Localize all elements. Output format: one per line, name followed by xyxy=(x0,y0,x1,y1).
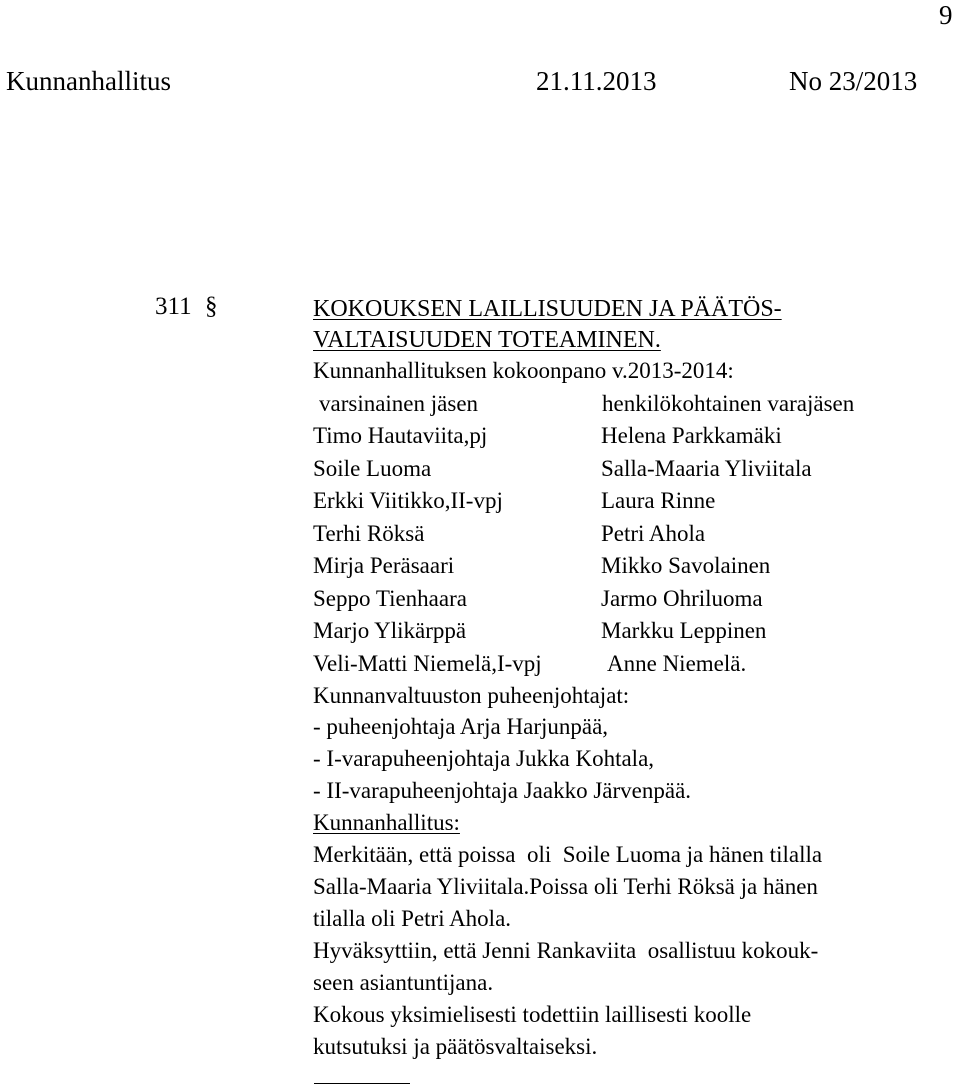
decision-line: Merkitään, että poissa oli Soile Luoma ja hänen tilalla xyxy=(313,842,823,867)
header-date: 21.11.2013 xyxy=(536,66,657,96)
council-chairs-list xyxy=(313,711,953,807)
table-row xyxy=(313,453,953,486)
deputy-name: Laura Rinne xyxy=(601,488,716,513)
deputy-name: Helena Parkkamäki xyxy=(601,423,782,448)
header-organ: Kunnanhallitus xyxy=(6,66,171,96)
section-number: 311 xyxy=(155,293,192,320)
header-number: No 23/2013 xyxy=(789,66,918,96)
section-symbol: § xyxy=(205,293,218,320)
decision-line: kutsutuksi ja päätösvaltaiseksi. xyxy=(313,1034,598,1059)
deputy-name: Jarmo Ohriluoma xyxy=(601,585,763,611)
council-chairs-heading: Kunnanvaltuuston puheenjohtajat: xyxy=(313,683,630,708)
member-name: Soile Luoma xyxy=(313,455,432,481)
column-member-header: varsinainen jäsen xyxy=(319,391,479,416)
member-name: Timo Hautaviita,pj xyxy=(313,423,488,448)
member-name: Mirja Peräsaari xyxy=(313,553,455,578)
deputy-name: Anne Niemelä. xyxy=(607,650,747,676)
list-item: - puheenjohtaja Arja Harjunpää, xyxy=(313,714,609,739)
member-name: Erkki Viitikko,II-vpj xyxy=(313,488,503,513)
decision-line: tilalla oli Petri Ahola. xyxy=(313,906,512,931)
composition-heading: Kunnanhallituksen kokoonpano v.2013-2014: xyxy=(313,358,734,383)
section-title-line-2: VALTAISUUDEN TOTEAMINEN. xyxy=(313,327,661,353)
table-row xyxy=(313,550,953,583)
table-row xyxy=(313,583,953,616)
column-deputy-header: henkilökohtainen varajäsen xyxy=(602,391,855,416)
decision-heading: Kunnanhallitus: xyxy=(313,810,460,835)
decision-line: Hyväksyttiin, että Jenni Rankaviita osallistuu kokouk- xyxy=(313,938,819,963)
member-name: Terhi Röksä xyxy=(313,520,425,546)
members-table-header xyxy=(313,388,953,420)
section-title-line-1: KOKOUKSEN LAILLISUUDEN JA PÄÄTÖS- xyxy=(313,296,782,322)
table-row xyxy=(313,615,953,648)
decision-line: seen asiantuntijana. xyxy=(313,970,494,995)
decision-line: Kokous yksimielisesti todettiin laillisesti koolle xyxy=(313,1002,752,1027)
deputy-name: Mikko Savolainen xyxy=(601,553,771,578)
deputy-name: Salla-Maaria Yliviitala xyxy=(601,455,812,481)
page-number: 9 xyxy=(939,0,953,30)
members-table xyxy=(313,420,953,680)
deputy-name: Markku Leppinen xyxy=(601,618,767,643)
member-name: Veli-Matti Niemelä,I-vpj xyxy=(313,650,542,676)
footer-rule xyxy=(314,1083,410,1084)
list-item: - I-varapuheenjohtaja Jukka Kohtala, xyxy=(313,746,655,771)
table-row xyxy=(313,420,953,453)
member-name: Marjo Ylikärppä xyxy=(313,618,467,643)
table-row xyxy=(313,485,953,518)
table-row xyxy=(313,518,953,551)
list-item: - II-varapuheenjohtaja Jaakko Järvenpää. xyxy=(313,778,692,803)
member-name: Seppo Tienhaara xyxy=(313,585,467,611)
deputy-name: Petri Ahola xyxy=(601,520,706,546)
section-content xyxy=(313,293,953,1063)
table-row xyxy=(313,648,953,681)
decision-text xyxy=(313,839,953,1063)
decision-line: Salla-Maaria Yliviitala.Poissa oli Terhi Röksä ja hänen xyxy=(313,874,818,899)
